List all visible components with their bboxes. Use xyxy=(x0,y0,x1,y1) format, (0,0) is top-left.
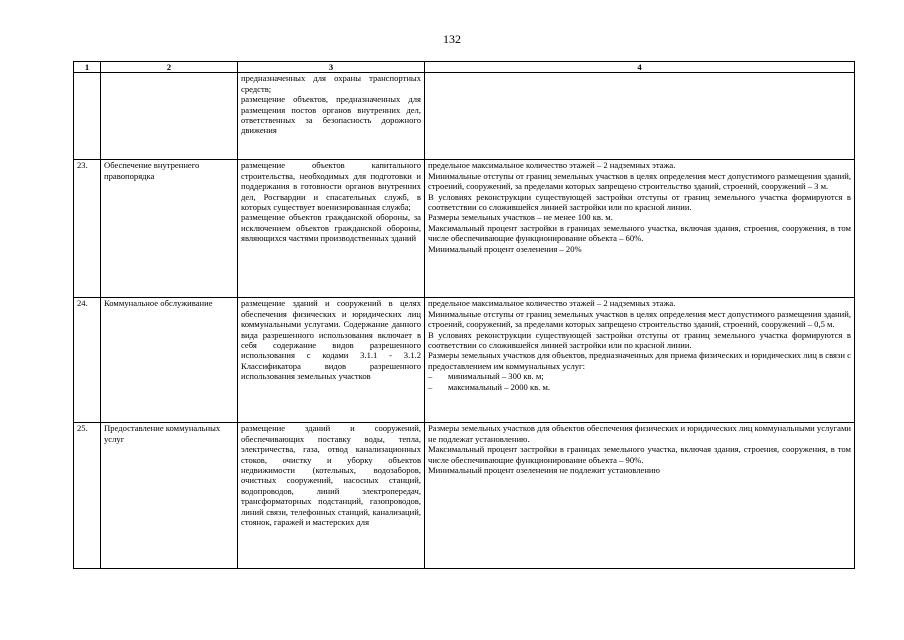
row-number: 24. xyxy=(74,298,101,423)
parameter-paragraph: Минимальный процент озеленения не подлежит установлению xyxy=(428,465,660,476)
parameter-paragraph: Размеры земельных участков – не менее 100 кв. м. xyxy=(428,212,613,223)
bullet-text: максимальный – 2000 кв. м. xyxy=(448,381,551,392)
description-paragraph: размещение зданий и сооружений, обеспечивающих поставку воды, тепла, электричества, газа, отвод канализационных стоков, очистку и уборку объектов недвижимости (котельных, водозаборов, очистных сооружений, насосных станций, водопроводов, линий электропередач, трансформаторных подстанций, газопроводов, линий связи, телефонных станций, канализаций, стоянок, гаражей и мастерских для xyxy=(241,423,421,528)
parameter-paragraph: Минимальные отступы от границ земельных участков в целях определения мест допустимого размещения зданий, строений, сооружений, за пределами которых запрещено строительство зданий, строений, сооружений – 3 м. xyxy=(428,170,851,192)
table-header-row xyxy=(74,62,855,73)
header-col-3: 3 xyxy=(238,62,425,73)
parameter-paragraph: Размеры земельных участков для объектов, предназначенных для приема физических и юридических лиц в связи с предоставлением им коммунальных услуг: xyxy=(428,350,851,371)
use-description xyxy=(238,73,425,160)
use-type-name xyxy=(101,73,238,160)
row-number: 23. xyxy=(74,160,101,298)
parameter-paragraph: предельное максимальное количество этажей – 2 надземных этажа. xyxy=(428,298,676,309)
parameter-paragraph: Минимальный процент озеленения – 20% xyxy=(428,243,582,254)
description-paragraph: размещение объектов гражданской обороны, за исключением объектов гражданской обороны, являющихся частями производственных зданий xyxy=(241,212,421,244)
parameter-paragraph: предельное максимальное количество этажей – 2 надземных этажа. xyxy=(428,160,676,171)
description-paragraph: размещение объектов, предназначенных для размещения постов органов внутренних дел, ответственных за безопасность дорожного движения xyxy=(241,94,421,136)
bullet-dash: – xyxy=(428,371,433,382)
use-type-name: Обеспечение внутреннего правопорядка xyxy=(101,160,238,298)
bullet-text: минимальный – 300 кв. м; xyxy=(448,371,544,382)
use-type-name: Коммунальное обслуживание xyxy=(101,298,238,423)
bullet-dash: – xyxy=(428,381,433,392)
parameter-paragraph: В условиях реконструкции существующей застройки отступы от границ земельного участка формируются в соответствии со сложившейся линией застройки или по красной линии. xyxy=(428,191,851,213)
parameter-paragraph: Размеры земельных участков для объектов обеспечения физических и юридических лиц коммунальными услугами не подлежат установлению. xyxy=(428,423,851,444)
description-paragraph: размещение зданий и сооружений в целях обеспечения физических и юридических лиц коммунальными услугами. Содержание данного вида разрешенного использования включает в себя содержание видов разрешенного использования с кодами 3.1.1 - 3.1.2 Классификатора видов разрешенного использования земельных участков xyxy=(241,298,421,382)
parameter-paragraph: Максимальный процент застройки в границах земельного участка, включая здания, строения, сооружения, в том числе обеспечивающие функционирование объекта – 90%. xyxy=(428,444,851,465)
table-row xyxy=(74,423,855,569)
description-paragraph: размещение объектов капитального строительства, необходимых для подготовки и поддержания в готовности органов внутренних дел, Росгвардии и спасательных служб, в которых существует военизированная служба; xyxy=(241,160,421,213)
header-col-4: 4 xyxy=(425,62,855,73)
table-row xyxy=(74,73,855,160)
row-number: 25. xyxy=(74,423,101,569)
parameters-cell xyxy=(425,160,855,298)
use-description xyxy=(238,423,425,569)
table-row xyxy=(74,160,855,298)
regulations-table xyxy=(73,61,855,569)
bullet-item xyxy=(428,371,851,381)
parameter-paragraph: В условиях реконструкции существующей застройки отступы от границ земельного участка формируются в соответствии со сложившейся линией застройки или по красной линии. xyxy=(428,329,851,351)
use-type-name: Предоставление коммунальных услуг xyxy=(101,423,238,569)
parameters-cell xyxy=(425,73,855,160)
use-description xyxy=(238,298,425,423)
table-row xyxy=(74,298,855,423)
description-paragraph: предназначенных для охраны транспортных средств; xyxy=(241,73,421,94)
parameter-paragraph: Минимальные отступы от границ земельных участков в целях определения мест допустимого размещения зданий, строений, сооружений, за пределами которых запрещено строительство зданий, строений, сооружений – 0,5 м. xyxy=(428,308,851,330)
header-col-1: 1 xyxy=(74,62,101,73)
row-number xyxy=(74,73,101,160)
parameters-cell xyxy=(425,298,855,423)
page-number: 132 xyxy=(443,32,461,46)
parameter-paragraph: Максимальный процент застройки в границах земельного участка, включая здания, строения, сооружения, в том числе обеспечивающие функционирование объекта – 60%. xyxy=(428,222,851,244)
header-col-2: 2 xyxy=(101,62,238,73)
use-description xyxy=(238,160,425,298)
parameters-cell xyxy=(425,423,855,569)
bullet-item xyxy=(428,382,851,392)
